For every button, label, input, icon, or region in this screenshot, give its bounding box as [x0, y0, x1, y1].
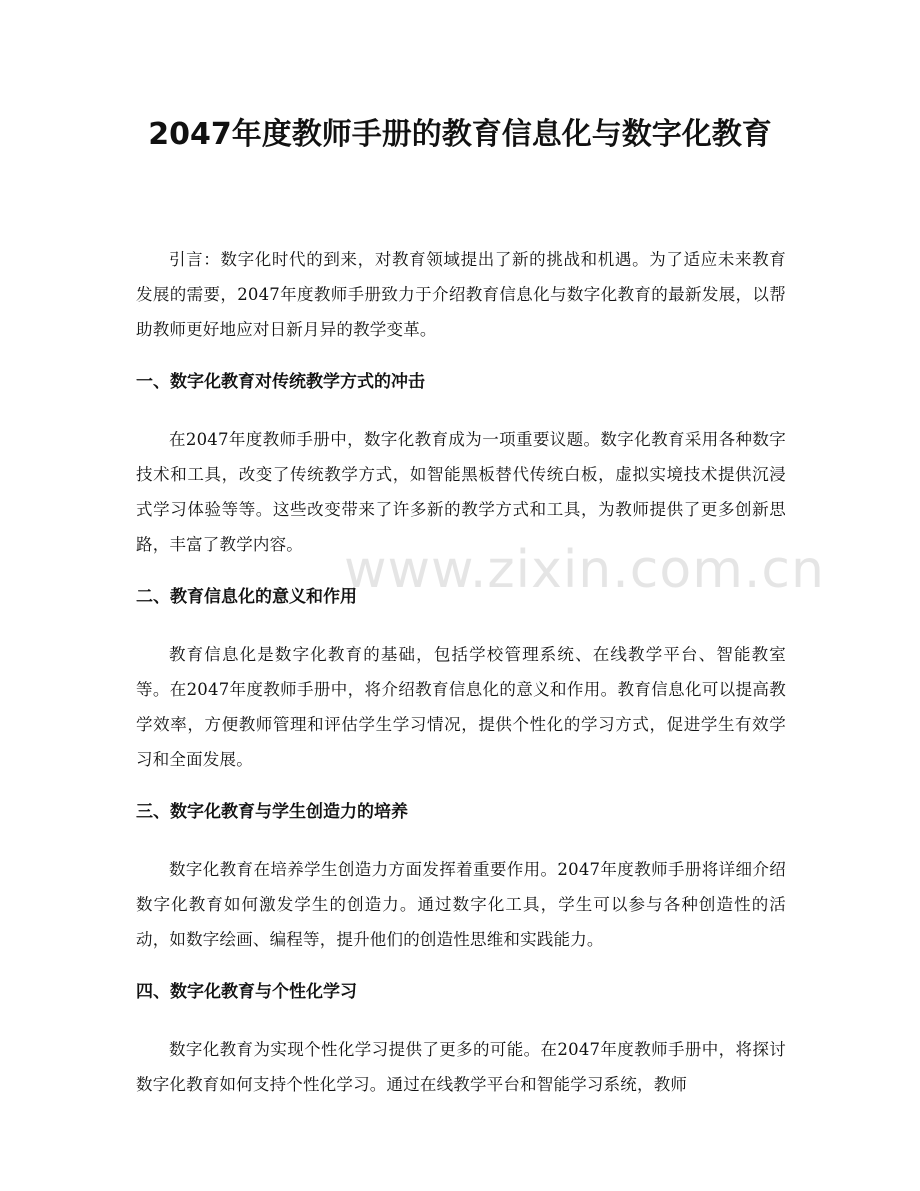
watermark: www.zixin.com.cn	[344, 540, 825, 600]
document-title: 2047年度教师手册的教育信息化与数字化教育	[148, 117, 772, 152]
section-body-2: 教育信息化是数字化教育的基础，包括学校管理系统、在线教学平台、智能教室等。在2047年度教师手册中，将介绍教育信息化的意义和作用。教育信息化可以提高教学效率，方便教师管理和评估学生学习情况，提供个性化的学习方式，促进学生有效学习和全面发展。	[136, 645, 786, 769]
section-body-3: 数字化教育在培养学生创造力方面发挥着重要作用。2047年度教师手册将详细介绍数字化教育如何激发学生的创造力。通过数字化工具，学生可以参与各种创造性的活动，如数字绘画、编程等，提升他们的创造性思维和实践能力。	[136, 860, 786, 949]
section-heading-2: 二、教育信息化的意义和作用	[136, 587, 357, 607]
section-body-1: 在2047年度教师手册中，数字化教育成为一项重要议题。数字化教育采用各种数字技术和工具，改变了传统教学方式，如智能黑板替代传统白板，虚拟实境技术提供沉浸式学习体验等等。这些改变带来了许多新的教学方式和工具，为教师提供了更多创新思路，丰富了教学内容。	[136, 430, 786, 554]
document-body	[136, 242, 786, 1122]
section-heading-4: 四、数字化教育与个性化学习	[136, 982, 357, 1002]
section-heading-1: 一、数字化教育对传统教学方式的冲击	[136, 372, 425, 392]
section-body-4: 数字化教育为实现个性化学习提供了更多的可能。在2047年度教师手册中，将探讨数字化教育如何支持个性化学习。通过在线教学平台和智能学习系统，教师	[136, 1040, 786, 1094]
intro-paragraph: 引言：数字化时代的到来，对教育领域提出了新的挑战和机遇。为了适应未来教育发展的需要，2047年度教师手册致力于介绍教育信息化与数字化教育的最新发展，以帮助教师更好地应对日新月异的教学变革。	[136, 250, 786, 339]
section-heading-3: 三、数字化教育与学生创造力的培养	[136, 802, 408, 822]
